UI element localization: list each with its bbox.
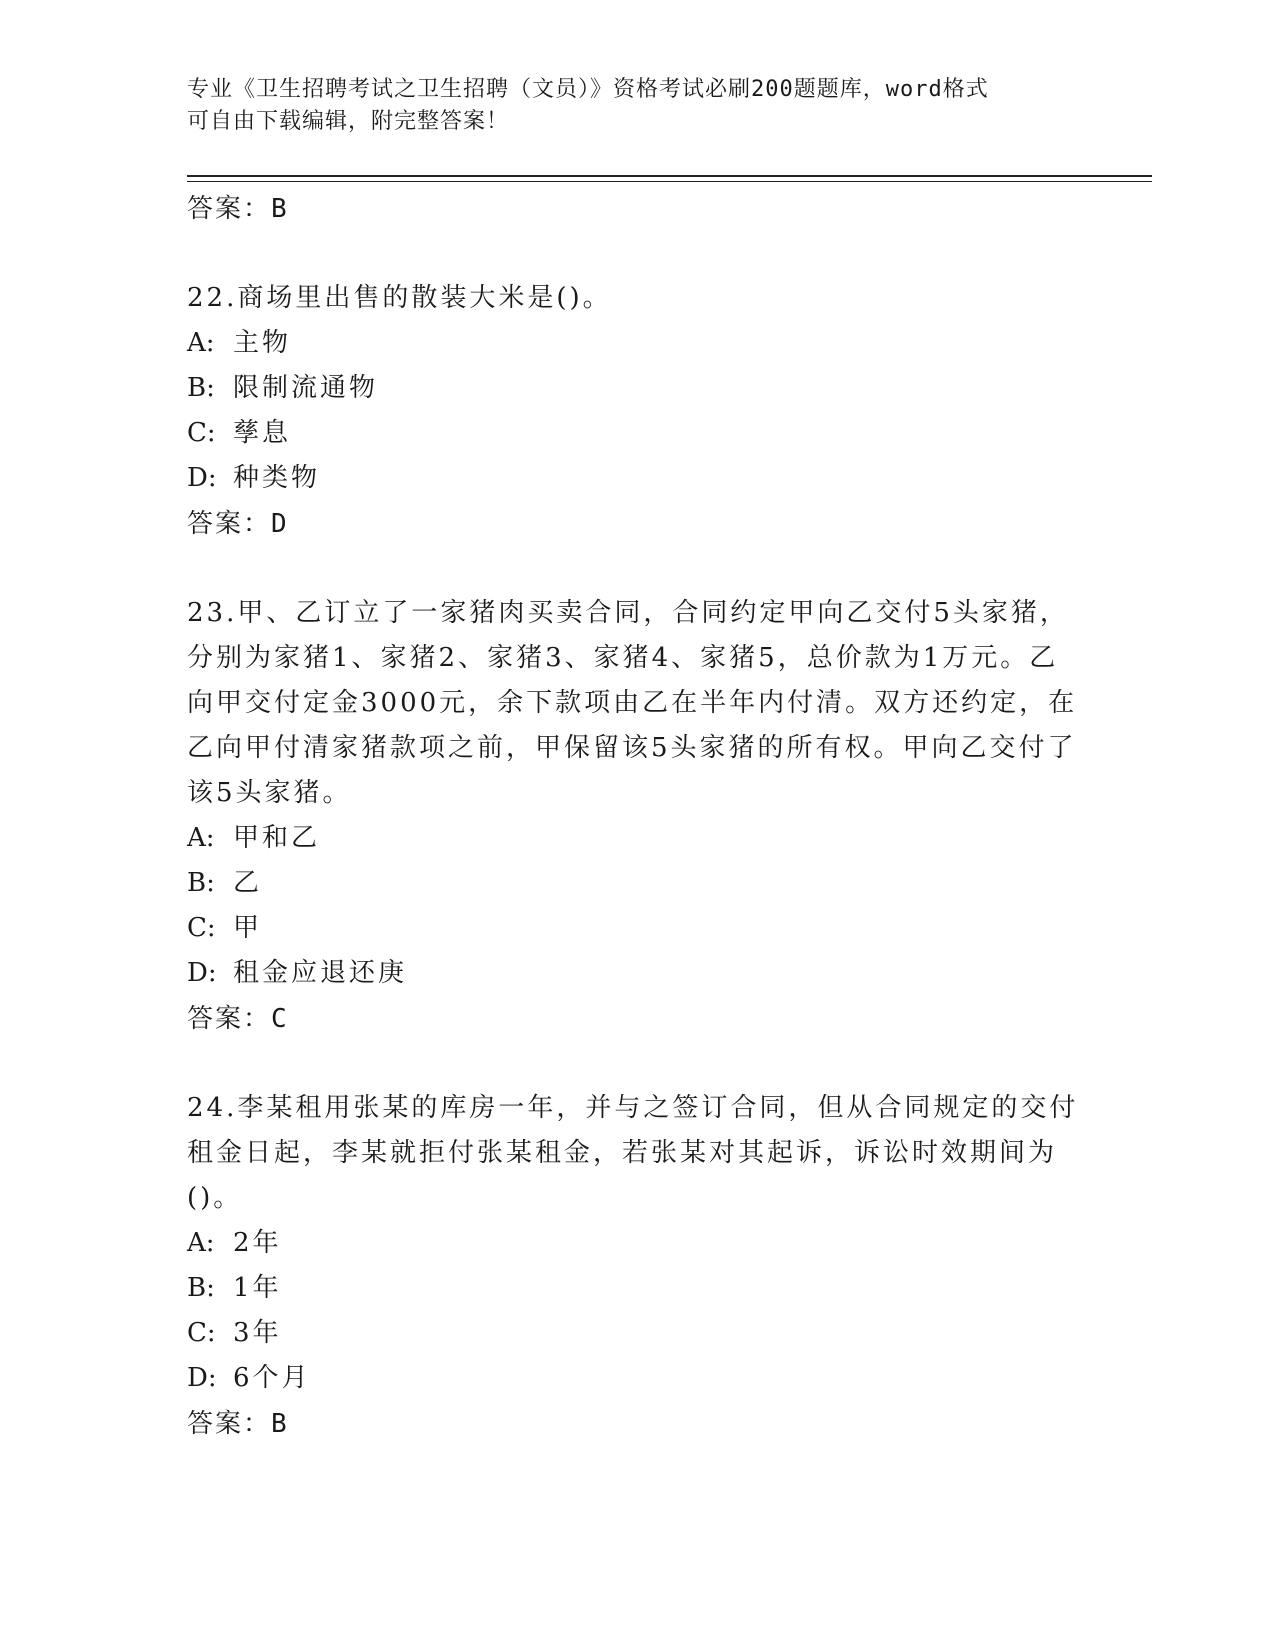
option-text: 2年: [233, 1228, 282, 1258]
header-line-2: 可自由下载编辑，附完整答案！: [187, 109, 510, 134]
question-22: [187, 276, 1087, 547]
option-a: [187, 816, 1087, 861]
previous-answer: 答案：B: [187, 194, 289, 224]
option-text: 3年: [233, 1318, 282, 1348]
option-text: 限制流通物: [233, 373, 379, 403]
option-c: [187, 411, 1087, 456]
option-letter: A:: [187, 328, 215, 358]
option-letter: C:: [187, 418, 216, 448]
option-letter: B:: [187, 868, 215, 898]
option-text: 主物: [233, 328, 292, 358]
answer-line: 答案：C: [187, 1004, 289, 1034]
option-text: 甲: [233, 913, 263, 943]
answer-line: 答案：B: [187, 1409, 289, 1439]
question-stem: 23.甲、乙订立了一家猪肉买卖合同，合同约定甲向乙交付5头家猪，分别为家猪1、家猪2、家猪3、家猪4、家猪5，总价款为1万元。乙向甲交付定金3000元，余下款项由乙在半年内付清。双方还约定，在乙向甲付清家猪款项之前，甲保留该5头家猪的所有权。甲向乙交付了该5头家猪。: [187, 598, 1078, 808]
question-23: [187, 591, 1087, 1042]
option-letter: B:: [187, 1273, 215, 1303]
option-c: [187, 1311, 1087, 1356]
question-stem: 22.商场里出售的散装大米是()。: [187, 283, 612, 313]
option-b: [187, 861, 1087, 906]
header-line-1: 专业《卫生招聘考试之卫生招聘（文员）》资格考试必刷200题题库，word格式: [187, 77, 989, 102]
option-letter: B:: [187, 373, 215, 403]
option-d: [187, 951, 1087, 996]
question-list: [187, 186, 1087, 1447]
header-divider-thick: [187, 175, 1152, 177]
option-letter: C:: [187, 1318, 216, 1348]
option-a: [187, 1221, 1087, 1266]
option-letter: D:: [187, 1363, 217, 1393]
option-b: [187, 366, 1087, 411]
option-text: 甲和乙: [233, 823, 321, 853]
option-text: 孳息: [233, 418, 292, 448]
header-divider-thin: [187, 181, 1152, 182]
document-header: [187, 74, 1067, 138]
question-stem: 24.李某租用张某的库房一年，并与之签订合同，但从合同规定的交付租金日起，李某就拒付张某租金，若张某对其起诉，诉讼时效期间为()。: [187, 1093, 1079, 1213]
option-a: [187, 321, 1087, 366]
answer-line: 答案：D: [187, 509, 289, 539]
option-letter: D:: [187, 463, 217, 493]
option-letter: D:: [187, 958, 217, 988]
option-text: 乙: [233, 868, 263, 898]
option-d: [187, 1356, 1087, 1401]
option-text: 租金应退还庚: [233, 958, 408, 988]
option-text: 种类物: [233, 463, 321, 493]
option-text: 1年: [233, 1273, 282, 1303]
option-c: [187, 906, 1087, 951]
option-d: [187, 456, 1087, 501]
option-letter: A:: [187, 823, 215, 853]
option-letter: C:: [187, 913, 216, 943]
option-letter: A:: [187, 1228, 215, 1258]
option-b: [187, 1266, 1087, 1311]
question-24: [187, 1086, 1087, 1447]
option-text: 6个月: [233, 1363, 311, 1393]
